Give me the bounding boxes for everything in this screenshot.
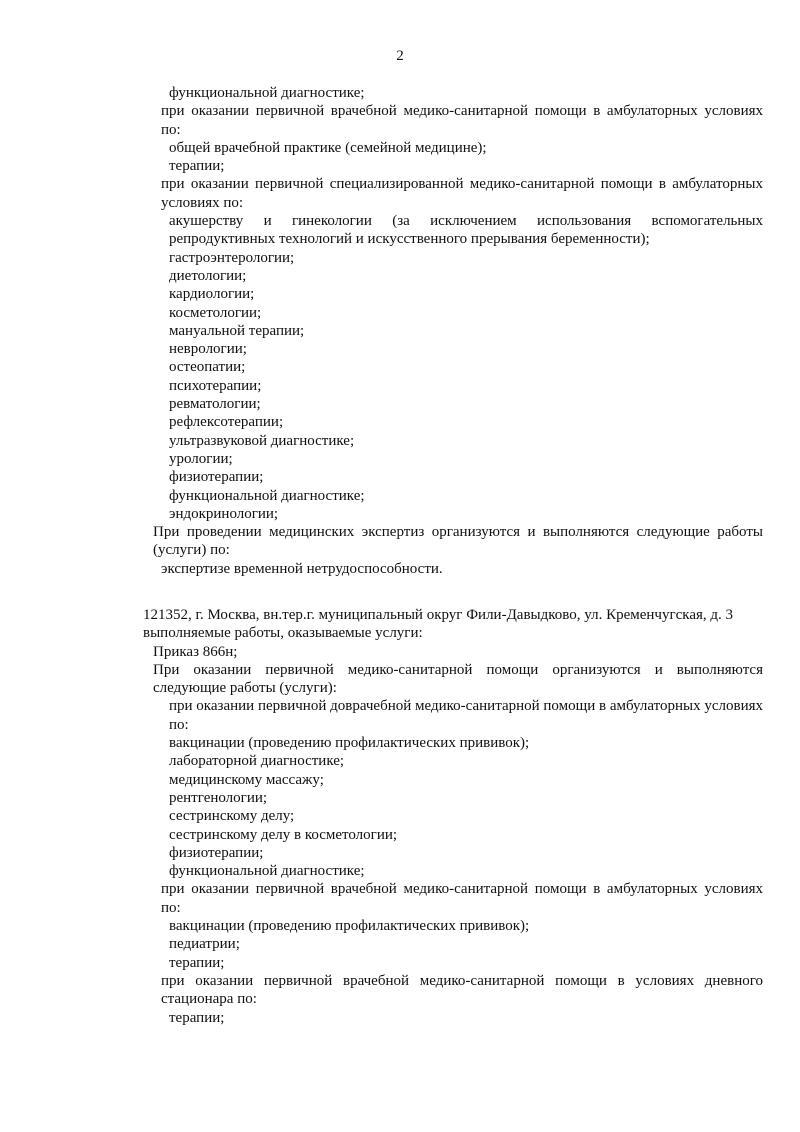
- list-item: остеопатии;: [169, 359, 246, 376]
- list-item: функциональной диагностике;: [169, 863, 365, 880]
- list-item: физиотерапии;: [169, 469, 264, 486]
- text-paragraph: при оказании первичной врачебной медико-санитарной помощи в амбулаторных условиях по:: [161, 881, 763, 916]
- list-item: сестринскому делу в косметологии;: [169, 826, 398, 843]
- list-item: вакцинации (проведению профилактических прививок);: [169, 918, 530, 935]
- list-item: экспертизе временной нетрудоспособности.: [161, 560, 443, 577]
- list-item: ультразвуковой диагностике;: [169, 432, 355, 449]
- text-paragraph: при оказании первичной специализированной медико-санитарной помощи в амбулаторных условиях по:: [161, 176, 763, 211]
- list-item: педиатрии;: [169, 936, 240, 953]
- list-item: лабораторной диагностике;: [169, 753, 345, 770]
- address-section: [143, 606, 763, 1027]
- list-item: неврологии;: [169, 341, 247, 358]
- list-item: терапии;: [169, 954, 225, 971]
- list-item: вакцинации (проведению профилактических прививок);: [169, 735, 530, 752]
- text-paragraph: При оказании первичной медико-санитарной помощи организуются и выполняются следующие работы (услуги):: [153, 661, 763, 697]
- list-item: гастроэнтерологии;: [169, 249, 295, 266]
- text-paragraph: при оказании первичной врачебной медико-санитарной помощи в амбулаторных условиях по:: [161, 103, 763, 138]
- list-item: кардиологии;: [169, 286, 255, 303]
- text-paragraph: акушерству и гинекологии (за исключением использования вспомогательных репродуктивных технологий и искусственного прерывания беременности);: [169, 213, 763, 248]
- order-reference: Приказ 866н;: [153, 643, 238, 660]
- text-paragraph: При проведении медицинских экспертиз организуются и выполняются следующие работы (услуги) по:: [153, 524, 763, 559]
- list-item: сестринскому делу;: [169, 808, 295, 825]
- list-item: рефлексотерапии;: [169, 414, 284, 431]
- text-line: функциональной диагностике;: [169, 85, 365, 101]
- list-item: диетологии;: [169, 267, 247, 284]
- text-paragraph: при оказании первичной врачебной медико-санитарной помощи в условиях дневного стационара по:: [161, 972, 763, 1008]
- list-item: ревматологии;: [169, 396, 261, 413]
- list-item: мануальной терапии;: [169, 322, 305, 339]
- page-number: 2: [396, 48, 404, 64]
- works-label: выполняемые работы, оказываемые услуги:: [143, 625, 423, 642]
- list-item: рентгенологии;: [169, 789, 268, 806]
- list-item: косметологии;: [169, 304, 262, 321]
- list-item: эндокринологии;: [169, 505, 279, 522]
- list-item: терапии;: [169, 1009, 225, 1026]
- text-line: общей врачебной практике (семейной медицине);: [169, 139, 487, 156]
- address: 121352, г. Москва, вн.тер.г. муниципальный округ Фили-Давыдково, ул. Кременчугская, д. 3: [143, 607, 734, 623]
- licensed-services-section: [153, 84, 763, 578]
- list-item: психотерапии;: [169, 377, 262, 394]
- list-item: физиотерапии;: [169, 844, 264, 861]
- list-item: урологии;: [169, 450, 233, 467]
- text-paragraph: при оказании первичной доврачебной медико-санитарной помощи в амбулаторных условиях по:: [169, 698, 763, 733]
- list-item: функциональной диагностике;: [169, 487, 365, 504]
- list-item: медицинскому массажу;: [169, 771, 324, 788]
- text-line: терапии;: [169, 158, 225, 175]
